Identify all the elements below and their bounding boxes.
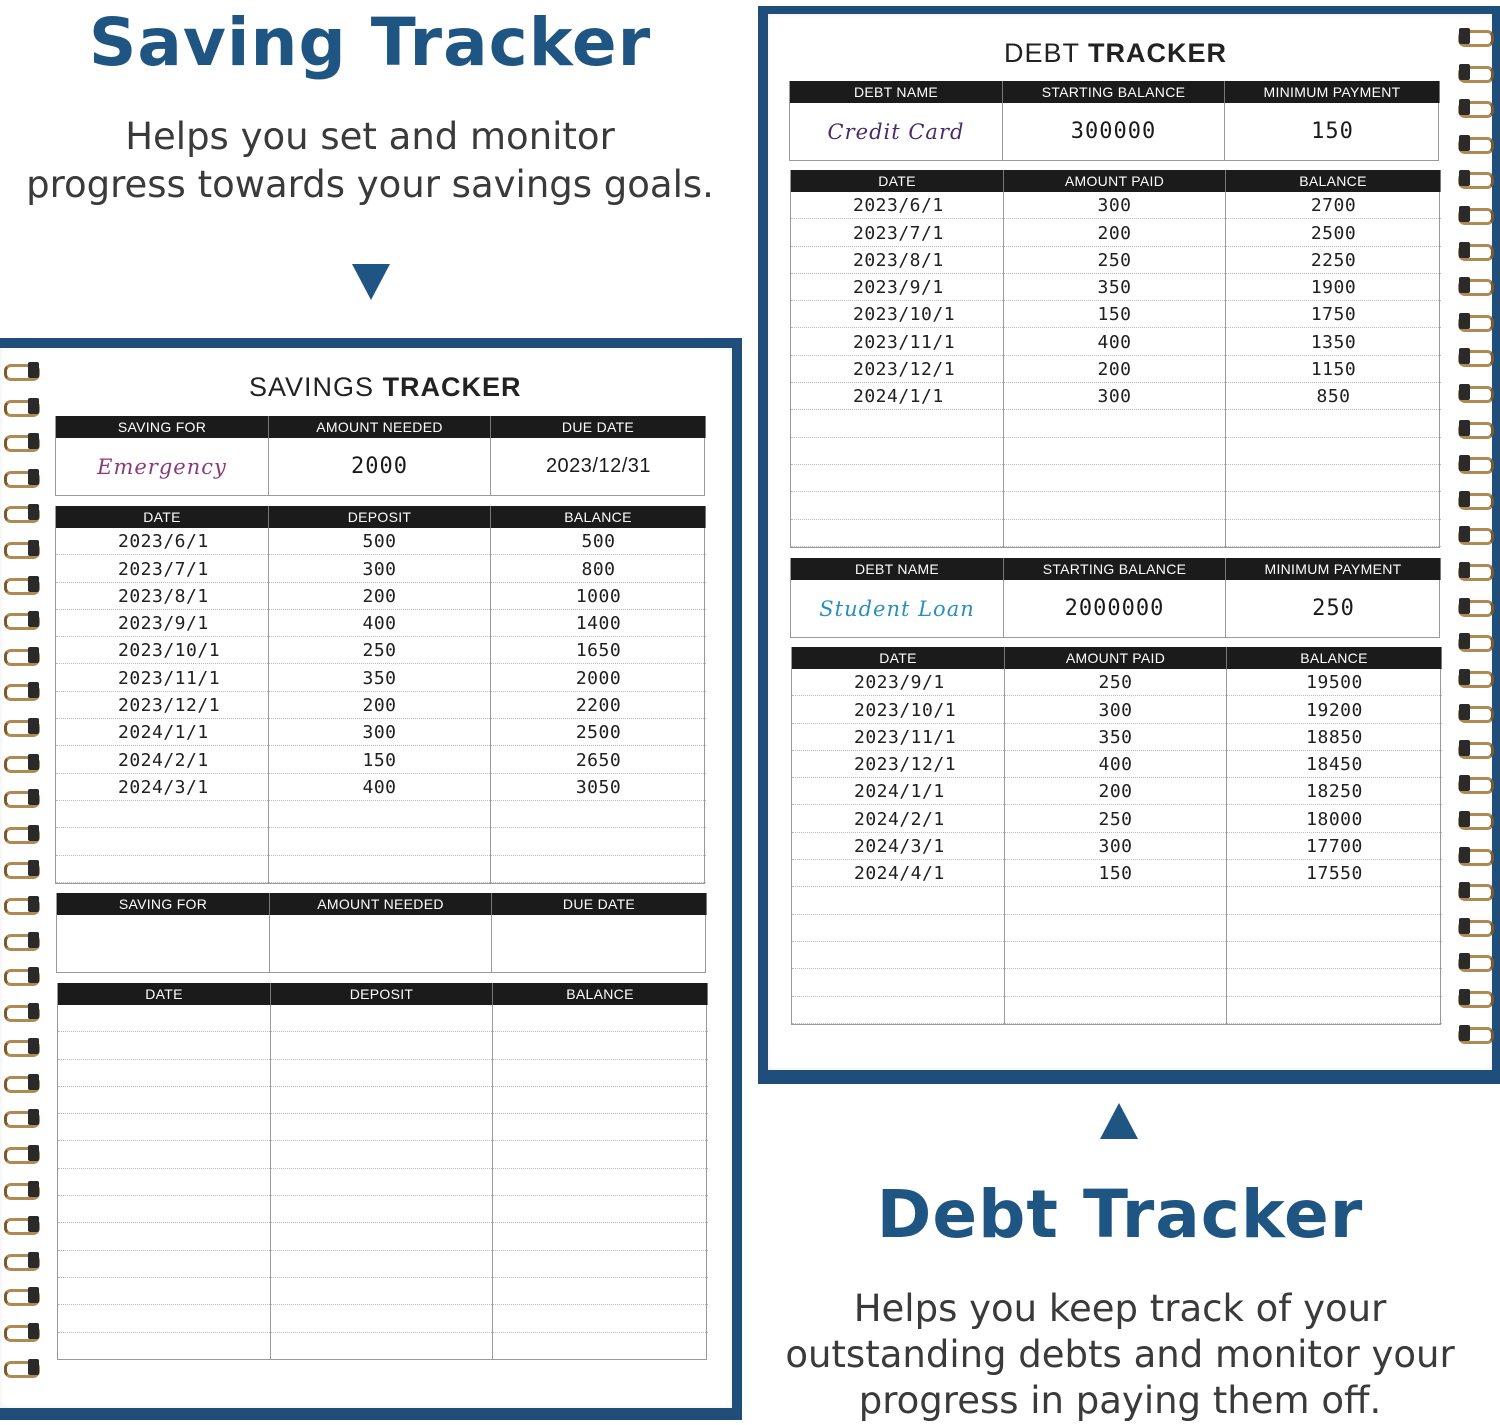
debt-description-line-2: outstanding debts and monitor your (785, 1333, 1455, 1376)
due-date-value[interactable] (492, 915, 707, 972)
spiral-coil-icon (1452, 558, 1498, 584)
spiral-coil-icon (1452, 736, 1498, 762)
spiral-coil-icon (1452, 416, 1498, 442)
spiral-coil-icon (0, 1355, 46, 1381)
debt-page-title (1004, 38, 1227, 69)
spiral-coil-icon (0, 1283, 46, 1309)
table-row-cell[interactable] (1004, 465, 1225, 492)
table-row-cell[interactable]: 2024/1/1 (792, 778, 1004, 805)
spiral-coil-icon (0, 999, 46, 1025)
table-row-cell[interactable] (493, 1305, 708, 1332)
table-row-cell[interactable] (271, 1305, 492, 1332)
table-row-cell[interactable] (1005, 942, 1226, 969)
table-row-cell[interactable]: 2200 (491, 692, 706, 719)
table-row-cell[interactable] (271, 1141, 492, 1168)
savings-goal-1-table (55, 416, 705, 496)
debt-name-value[interactable]: Credit Card (790, 103, 1003, 160)
spiral-coil-icon (0, 607, 46, 633)
table-row-cell[interactable]: 400 (1004, 328, 1225, 355)
table-row-cell[interactable] (493, 1251, 708, 1278)
table-row-cell[interactable]: 2024/2/1 (56, 746, 268, 773)
table-row-cell[interactable] (792, 887, 1004, 914)
table-row-cell[interactable]: 150 (269, 746, 490, 773)
table-row-cell[interactable] (58, 1060, 270, 1087)
spiral-coil-icon (1452, 522, 1498, 548)
table-row-cell[interactable] (491, 856, 706, 883)
table-row-cell[interactable] (792, 969, 1004, 996)
debt-date-column (791, 192, 1004, 547)
debt-name-header: DEBT NAME (790, 81, 1003, 103)
debt-paid-column (1004, 192, 1226, 547)
table-row-cell[interactable]: 18450 (1227, 751, 1442, 778)
arrow-down-icon (352, 264, 390, 300)
savings-date-column (58, 1005, 271, 1359)
table-row-cell[interactable]: 200 (1004, 219, 1225, 246)
table-row-cell[interactable] (1005, 887, 1226, 914)
table-row-cell[interactable]: 400 (269, 774, 490, 801)
table-row-cell[interactable] (56, 856, 268, 883)
savings-spiral-binding (0, 358, 46, 1390)
balance-header: BALANCE (493, 983, 708, 1005)
debt-description-line-3: progress in paying them off. (858, 1379, 1382, 1422)
spiral-coil-icon (0, 429, 46, 455)
amount-paid-header: AMOUNT PAID (1004, 170, 1226, 192)
spiral-coil-icon (1452, 60, 1498, 86)
table-row-cell[interactable]: 18850 (1227, 724, 1442, 751)
saving-tracker-heading: Saving Tracker (88, 4, 652, 81)
starting-balance-value[interactable]: 300000 (1003, 103, 1225, 160)
table-row-cell[interactable]: 2500 (491, 719, 706, 746)
table-row-cell[interactable] (491, 828, 706, 855)
starting-balance-header: STARTING BALANCE (1003, 81, 1225, 103)
due-date-value[interactable]: 2023/12/31 (545, 455, 652, 477)
spiral-coil-icon (0, 1177, 46, 1203)
deposit-header: DEPOSIT (271, 983, 493, 1005)
debt-name-header: DEBT NAME (791, 558, 1004, 580)
debt-balance-column (1226, 192, 1441, 547)
table-row-cell[interactable] (271, 1114, 492, 1141)
table-row-cell[interactable] (491, 801, 706, 828)
minimum-payment-value[interactable]: 150 (1311, 119, 1354, 144)
table-row-cell[interactable]: 18250 (1227, 778, 1442, 805)
debt-balance-column (1227, 669, 1442, 1024)
spiral-coil-icon (0, 1212, 46, 1238)
table-row-cell[interactable]: 2024/3/1 (792, 833, 1004, 860)
table-row-cell[interactable] (58, 1278, 270, 1305)
table-row-cell[interactable] (1004, 410, 1225, 437)
table-row-cell[interactable]: 2023/9/1 (791, 274, 1003, 301)
date-header: DATE (58, 983, 271, 1005)
spiral-coil-icon (1452, 914, 1498, 940)
table-row-cell[interactable]: 350 (269, 664, 490, 691)
balance-header: BALANCE (1227, 647, 1442, 669)
table-row-cell[interactable]: 1150 (1226, 356, 1441, 383)
debt-description-line-1: Helps you keep track of your (853, 1287, 1387, 1330)
spiral-coil-icon (1452, 24, 1498, 50)
table-row-cell[interactable]: 2023/9/1 (56, 610, 268, 637)
table-row-cell[interactable] (1226, 520, 1441, 547)
spiral-coil-icon (1452, 843, 1498, 869)
savings-goal-2-table (56, 893, 706, 973)
spiral-coil-icon (1452, 700, 1498, 726)
table-row-cell[interactable]: 2023/11/1 (791, 328, 1003, 355)
table-row-cell[interactable]: 1900 (1226, 274, 1441, 301)
spiral-coil-icon (1452, 629, 1498, 655)
table-row-cell[interactable]: 200 (1005, 778, 1226, 805)
spiral-coil-icon (0, 1141, 46, 1167)
savings-deposit-column (271, 1005, 493, 1359)
table-row-cell[interactable] (493, 1032, 708, 1059)
amount-needed-header: AMOUNT NEEDED (270, 893, 492, 915)
table-row-cell[interactable] (58, 1005, 270, 1032)
spiral-coil-icon (1452, 166, 1498, 192)
table-row-cell[interactable]: 250 (1004, 247, 1225, 274)
spiral-coil-icon (0, 785, 46, 811)
table-row-cell[interactable] (269, 801, 490, 828)
saving-description-line-1: Helps you set and monitor (125, 115, 615, 158)
table-row-cell[interactable]: 300 (1004, 192, 1225, 219)
spiral-coil-icon (1452, 131, 1498, 157)
table-row-cell[interactable]: 350 (1004, 274, 1225, 301)
table-row-cell[interactable]: 2700 (1226, 192, 1441, 219)
spiral-coil-icon (1452, 771, 1498, 797)
table-row-cell[interactable] (1005, 997, 1226, 1024)
table-row-cell[interactable] (1004, 492, 1225, 519)
debt-spiral-binding (1452, 24, 1498, 1056)
spiral-coil-icon (1452, 807, 1498, 833)
table-row-cell[interactable]: 2650 (491, 746, 706, 773)
table-row-cell[interactable] (791, 410, 1003, 437)
balance-header: BALANCE (1226, 170, 1441, 192)
spiral-coil-icon (1452, 273, 1498, 299)
debt-title-thin: DEBT (1004, 38, 1080, 68)
debt-tracker-heading: Debt Tracker (876, 1176, 1364, 1253)
table-row-cell[interactable] (271, 1087, 492, 1114)
spiral-coil-icon (0, 678, 46, 704)
table-row-cell[interactable] (269, 828, 490, 855)
table-row-cell[interactable] (58, 1305, 270, 1332)
table-row-cell[interactable] (1005, 969, 1226, 996)
debt-date-column (792, 669, 1005, 1024)
savings-page-title (249, 372, 522, 403)
spiral-coil-icon (0, 714, 46, 740)
table-row-cell[interactable] (791, 492, 1003, 519)
table-row-cell[interactable]: 2024/2/1 (792, 805, 1004, 832)
table-row-cell[interactable] (271, 1005, 492, 1032)
table-row-cell[interactable]: 2023/7/1 (791, 219, 1003, 246)
amount-paid-header: AMOUNT PAID (1005, 647, 1227, 669)
table-row-cell[interactable] (1226, 465, 1441, 492)
spiral-coil-icon (1452, 594, 1498, 620)
table-row-cell[interactable] (1226, 492, 1441, 519)
table-row-cell[interactable]: 250 (1005, 669, 1226, 696)
table-row-cell[interactable] (493, 1141, 708, 1168)
table-row-cell[interactable]: 300 (269, 719, 490, 746)
spiral-coil-icon (1452, 309, 1498, 335)
table-row-cell[interactable]: 2023/10/1 (791, 301, 1003, 328)
table-row-cell[interactable] (792, 942, 1004, 969)
table-row-cell[interactable]: 150 (1005, 860, 1226, 887)
spiral-coil-icon (0, 536, 46, 562)
table-row-cell[interactable]: 1650 (491, 637, 706, 664)
table-row-cell[interactable]: 250 (1005, 805, 1226, 832)
table-row-cell[interactable]: 2024/1/1 (56, 719, 268, 746)
saving-for-header: SAVING FOR (56, 416, 269, 438)
table-row-cell[interactable]: 2000 (491, 664, 706, 691)
table-row-cell[interactable] (58, 1087, 270, 1114)
saving-for-value[interactable] (57, 915, 270, 972)
saving-tracker-description (20, 113, 720, 209)
table-row-cell[interactable]: 200 (269, 692, 490, 719)
spiral-coil-icon (0, 750, 46, 776)
table-row-cell[interactable]: 2023/10/1 (56, 637, 268, 664)
table-row-cell[interactable] (493, 1005, 708, 1032)
spiral-coil-icon (1452, 487, 1498, 513)
due-date-header: DUE DATE (492, 893, 707, 915)
minimum-payment-header: MINIMUM PAYMENT (1225, 81, 1440, 103)
due-date-header: DUE DATE (491, 416, 706, 438)
table-row-cell[interactable] (58, 1223, 270, 1250)
table-row-cell[interactable]: 400 (1005, 751, 1226, 778)
savings-date-column (56, 528, 269, 883)
spiral-coil-icon (0, 1034, 46, 1060)
spiral-coil-icon (1452, 380, 1498, 406)
table-row-cell[interactable]: 2500 (1226, 219, 1441, 246)
table-row-cell[interactable]: 2023/12/1 (56, 692, 268, 719)
table-row-cell[interactable] (271, 1251, 492, 1278)
spiral-coil-icon (0, 572, 46, 598)
debt-log-2-table (791, 647, 1441, 1025)
table-row-cell[interactable] (791, 520, 1003, 547)
table-row-cell[interactable] (56, 828, 268, 855)
table-row-cell[interactable] (493, 1278, 708, 1305)
spiral-coil-icon (0, 892, 46, 918)
deposit-header: DEPOSIT (269, 506, 491, 528)
table-row-cell[interactable] (271, 1169, 492, 1196)
spiral-coil-icon (0, 1319, 46, 1345)
table-row-cell[interactable] (1227, 915, 1442, 942)
spiral-coil-icon (1452, 949, 1498, 975)
date-header: DATE (792, 647, 1005, 669)
table-row-cell[interactable] (1227, 942, 1442, 969)
table-row-cell[interactable]: 2023/7/1 (56, 555, 268, 582)
table-row-cell[interactable]: 2023/9/1 (792, 669, 1004, 696)
table-row-cell[interactable]: 2023/6/1 (56, 528, 268, 555)
table-row-cell[interactable] (58, 1196, 270, 1223)
table-row-cell[interactable] (493, 1169, 708, 1196)
table-row-cell[interactable]: 400 (269, 610, 490, 637)
table-row-cell[interactable] (58, 1169, 270, 1196)
table-row-cell[interactable]: 2023/8/1 (56, 583, 268, 610)
debt-tracker-description (770, 1286, 1470, 1424)
spiral-coil-icon (0, 821, 46, 847)
saving-for-value[interactable]: Emergency (56, 438, 269, 495)
amount-needed-header: AMOUNT NEEDED (269, 416, 491, 438)
table-row-cell[interactable]: 150 (1004, 301, 1225, 328)
table-row-cell[interactable] (56, 801, 268, 828)
table-row-cell[interactable]: 17700 (1227, 833, 1442, 860)
starting-balance-header: STARTING BALANCE (1004, 558, 1226, 580)
table-row-cell[interactable]: 18000 (1227, 805, 1442, 832)
spiral-coil-icon (0, 963, 46, 989)
spiral-coil-icon (0, 500, 46, 526)
spiral-coil-icon (1452, 238, 1498, 264)
savings-title-thin: SAVINGS (249, 372, 375, 402)
table-row-cell[interactable] (58, 1141, 270, 1168)
table-row-cell[interactable] (791, 465, 1003, 492)
table-row-cell[interactable]: 3050 (491, 774, 706, 801)
table-row-cell[interactable] (1005, 915, 1226, 942)
table-row-cell[interactable]: 850 (1226, 383, 1441, 410)
table-row-cell[interactable] (792, 915, 1004, 942)
table-row-cell[interactable]: 200 (1004, 356, 1225, 383)
table-row-cell[interactable] (493, 1087, 708, 1114)
spiral-coil-icon (1452, 202, 1498, 228)
date-header: DATE (56, 506, 269, 528)
savings-title-bold: TRACKER (382, 372, 522, 402)
savings-deposit-column (269, 528, 491, 883)
savings-balance-column (493, 1005, 708, 1359)
table-row-cell[interactable]: 2250 (1226, 247, 1441, 274)
date-header: DATE (791, 170, 1004, 192)
table-row-cell[interactable]: 300 (1004, 383, 1225, 410)
table-row-cell[interactable] (271, 1278, 492, 1305)
table-row-cell[interactable] (1227, 969, 1442, 996)
spiral-coil-icon (0, 358, 46, 384)
table-row-cell[interactable] (271, 1223, 492, 1250)
table-row-cell[interactable] (791, 438, 1003, 465)
table-row-cell[interactable]: 2023/6/1 (791, 192, 1003, 219)
table-row-cell[interactable] (493, 1060, 708, 1087)
debt-title-bold: TRACKER (1088, 38, 1228, 68)
table-row-cell[interactable]: 2024/3/1 (56, 774, 268, 801)
table-row-cell[interactable] (58, 1114, 270, 1141)
table-row-cell[interactable]: 2024/4/1 (792, 860, 1004, 887)
table-row-cell[interactable]: 1000 (491, 583, 706, 610)
spiral-coil-icon (0, 1248, 46, 1274)
savings-balance-column (491, 528, 706, 883)
spiral-coil-icon (0, 465, 46, 491)
spiral-coil-icon (0, 856, 46, 882)
table-row-cell[interactable]: 2023/12/1 (791, 356, 1003, 383)
amount-needed-value[interactable] (270, 915, 492, 972)
table-row-cell[interactable]: 2023/8/1 (791, 247, 1003, 274)
debt-paid-column (1005, 669, 1227, 1024)
table-row-cell[interactable] (1004, 438, 1225, 465)
table-row-cell[interactable] (1226, 438, 1441, 465)
table-row-cell[interactable] (269, 856, 490, 883)
starting-balance-value[interactable]: 2000000 (1004, 580, 1226, 637)
spiral-coil-icon (0, 928, 46, 954)
table-row-cell[interactable] (271, 1196, 492, 1223)
table-row-cell[interactable] (271, 1060, 492, 1087)
table-row-cell[interactable]: 1750 (1226, 301, 1441, 328)
savings-log-1-table (55, 506, 705, 884)
table-row-cell[interactable]: 2024/1/1 (791, 383, 1003, 410)
table-row-cell[interactable]: 2023/12/1 (792, 751, 1004, 778)
spiral-coil-icon (0, 1105, 46, 1131)
spiral-coil-icon (1452, 878, 1498, 904)
savings-log-2-table (57, 983, 707, 1360)
debt-2-table (790, 558, 1440, 638)
table-row-cell[interactable] (1226, 410, 1441, 437)
spiral-coil-icon (0, 394, 46, 420)
table-row-cell[interactable]: 300 (1005, 696, 1226, 723)
table-row-cell[interactable] (1227, 887, 1442, 914)
table-row-cell[interactable] (271, 1032, 492, 1059)
saving-for-header: SAVING FOR (57, 893, 270, 915)
table-row-cell[interactable] (1227, 997, 1442, 1024)
table-row-cell[interactable]: 2023/11/1 (792, 724, 1004, 751)
table-row-cell[interactable]: 2023/10/1 (792, 696, 1004, 723)
minimum-payment-header: MINIMUM PAYMENT (1226, 558, 1441, 580)
table-row-cell[interactable]: 500 (269, 528, 490, 555)
table-row-cell[interactable]: 350 (1005, 724, 1226, 751)
table-row-cell[interactable] (493, 1223, 708, 1250)
debt-log-1-table (790, 170, 1440, 548)
table-row-cell[interactable]: 500 (491, 528, 706, 555)
table-row-cell[interactable] (493, 1196, 708, 1223)
table-row-cell[interactable]: 300 (1005, 833, 1226, 860)
table-row-cell[interactable] (1004, 520, 1225, 547)
table-row-cell[interactable]: 19500 (1227, 669, 1442, 696)
spiral-coil-icon (1452, 665, 1498, 691)
table-row-cell[interactable]: 2023/11/1 (56, 664, 268, 691)
amount-needed-value[interactable]: 2000 (269, 438, 491, 495)
table-row-cell[interactable]: 200 (269, 583, 490, 610)
spiral-coil-icon (0, 643, 46, 669)
spiral-coil-icon (1452, 95, 1498, 121)
table-row-cell[interactable]: 300 (269, 555, 490, 582)
spiral-coil-icon (1452, 985, 1498, 1011)
table-row-cell[interactable]: 800 (491, 555, 706, 582)
spiral-coil-icon (1452, 1021, 1498, 1047)
minimum-payment-value[interactable]: 250 (1312, 596, 1355, 621)
table-row-cell[interactable]: 19200 (1227, 696, 1442, 723)
saving-description-line-2: progress towards your savings goals. (26, 163, 714, 206)
table-row-cell[interactable] (493, 1114, 708, 1141)
arrow-up-icon (1100, 1103, 1138, 1139)
table-row-cell[interactable] (792, 997, 1004, 1024)
spiral-coil-icon (1452, 451, 1498, 477)
table-row-cell[interactable] (58, 1032, 270, 1059)
debt-name-value[interactable]: Student Loan (791, 580, 1004, 637)
table-row-cell[interactable]: 1350 (1226, 328, 1441, 355)
spiral-coil-icon (0, 1070, 46, 1096)
table-row-cell[interactable]: 1400 (491, 610, 706, 637)
balance-header: BALANCE (491, 506, 706, 528)
spiral-coil-icon (1452, 344, 1498, 370)
table-row-cell[interactable]: 17550 (1227, 860, 1442, 887)
table-row-cell[interactable] (58, 1251, 270, 1278)
debt-1-table (789, 81, 1439, 161)
table-row-cell[interactable]: 250 (269, 637, 490, 664)
